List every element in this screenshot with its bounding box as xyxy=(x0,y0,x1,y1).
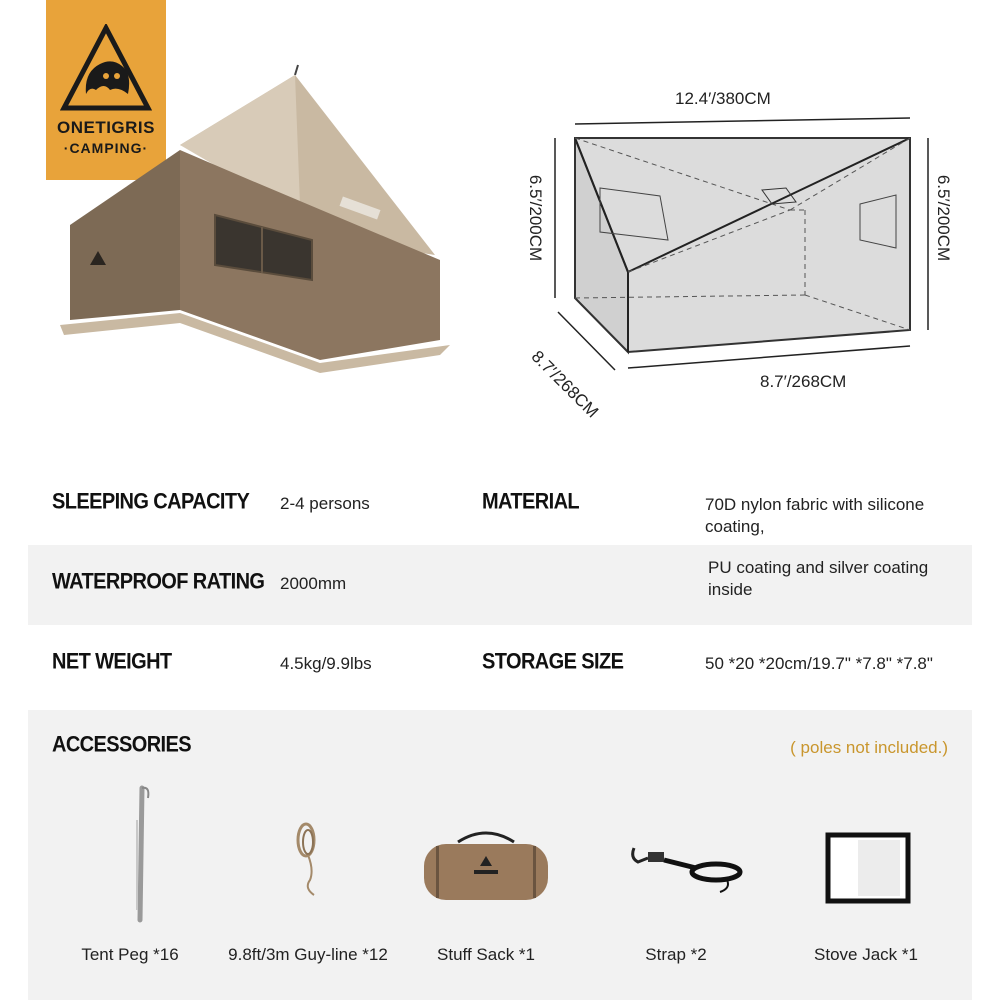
spec-key: SLEEPING CAPACITY xyxy=(52,489,250,515)
spec-key: WATERPROOF RATING xyxy=(52,569,265,595)
dim-height-left: 6.5′/200CM xyxy=(526,174,546,262)
accessory-item xyxy=(586,780,766,990)
dim-width-bottom: 8.7′/268CM xyxy=(760,372,847,391)
spec-key: MATERIAL xyxy=(482,489,580,515)
accessory-label: Tent Peg *16 xyxy=(81,945,179,964)
dim-length-top: 12.4′/380CM xyxy=(675,89,771,108)
accessory-label: Stove Jack *1 xyxy=(814,945,918,964)
accessories-title: ACCESSORIES xyxy=(52,732,191,758)
spec-value: 2-4 persons xyxy=(280,494,370,513)
spec-value: PU coating and silver coating inside xyxy=(708,558,929,599)
dim-depth: 8.7′/268CM xyxy=(527,346,603,422)
spec-key: STORAGE SIZE xyxy=(482,649,624,675)
accessory-label: 9.8ft/3m Guy-line *12 xyxy=(228,945,388,964)
spec-value: 2000mm xyxy=(280,574,347,593)
accessory-item xyxy=(776,780,956,990)
spec-value: 50 *20 *20cm/19.7" *7.8" *7.8" xyxy=(705,654,933,673)
spec-value: 4.5kg/9.9lbs xyxy=(280,654,372,673)
brand-subtitle: ·CAMPING· xyxy=(63,140,149,156)
accessory-item xyxy=(218,780,398,990)
accessories-note: ( poles not included.) xyxy=(790,738,948,757)
accessory-label: Strap *2 xyxy=(645,945,707,964)
accessories-panel xyxy=(28,710,972,1000)
accessory-item xyxy=(40,780,220,990)
spec-table xyxy=(28,465,972,705)
tent-image xyxy=(50,55,460,385)
dim-height-right: 6.5′/200CM xyxy=(934,174,954,262)
spec-row xyxy=(28,545,972,625)
spec-value: 70D nylon fabric with silicone coating, xyxy=(705,495,925,536)
tent-peg-icon xyxy=(40,780,220,940)
spec-row xyxy=(28,465,972,545)
spec-row xyxy=(28,625,972,705)
accessory-label: Stuff Sack *1 xyxy=(437,945,535,964)
stove-jack-icon xyxy=(776,780,956,940)
brand-name: ONETIGRIS xyxy=(56,118,155,137)
guy-line-icon xyxy=(218,780,398,940)
stuff-sack-icon xyxy=(396,780,576,940)
strap-icon xyxy=(586,780,766,940)
dimension-diagram xyxy=(520,80,990,422)
accessory-item xyxy=(396,780,576,990)
spec-key: NET WEIGHT xyxy=(52,649,172,675)
